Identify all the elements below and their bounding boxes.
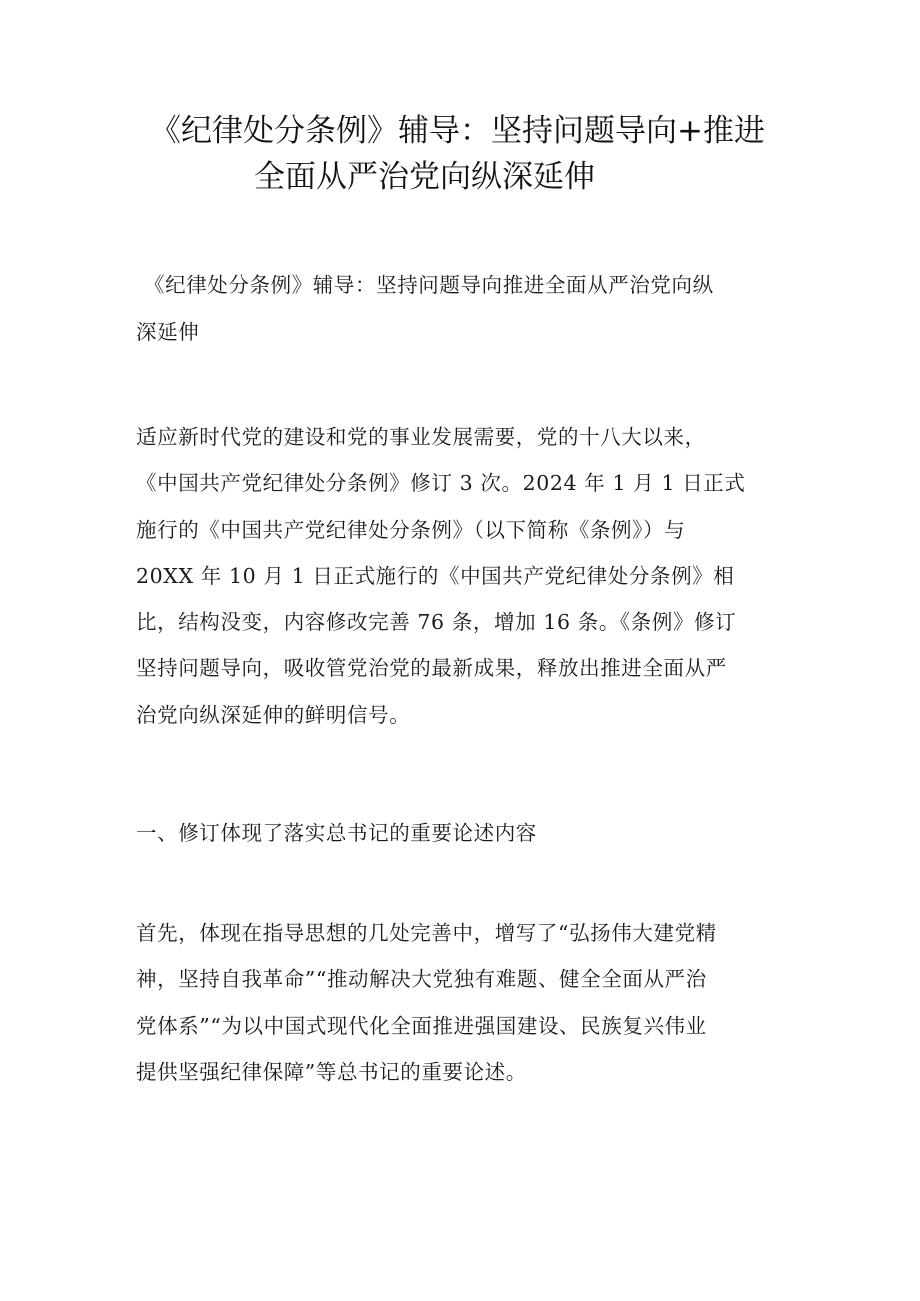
section-heading-text: 一、修订体现了落实总书记的重要论述内容	[136, 821, 537, 845]
title-line: 《纪律处分条例》辅导：坚持问题导向+推进	[150, 113, 765, 149]
subtitle-line: 《纪律处分条例》辅导：坚持问题导向推进全面从严治党向纵	[144, 273, 714, 297]
paragraph-first-point	[136, 910, 806, 1095]
paragraph-line: 施行的《中国共产党纪律处分条例》（以下简称《条例》）与	[136, 517, 686, 542]
paragraph-line: 提供坚强纪律保障”等总书记的重要论述。	[136, 1059, 527, 1084]
paragraph-line: 适应新时代党的建设和党的事业发展需要，党的十八大以来，	[136, 425, 706, 449]
section-heading	[136, 810, 806, 856]
paragraph-line: 神，坚持自我革命”“推动解决大党独有难题、健全全面从严治	[136, 967, 707, 992]
paragraph-line: 坚持问题导向，吸收管党治党的最新成果，释放出推进全面从严	[136, 656, 727, 681]
document-subtitle	[136, 262, 796, 356]
subtitle-line: 深延伸	[136, 320, 200, 344]
paragraph-line: 治党向纵深延伸的鲜明信号。	[136, 702, 411, 727]
paragraph-line: 《中国共产党纪律处分条例》修订 3 次。2024 年 1 月 1 日正式	[136, 471, 746, 496]
paragraph-intro	[136, 414, 806, 738]
paragraph-line: 比，结构没变，内容修改完善 76 条，增加 16 条。《条例》修订	[136, 610, 737, 635]
document-title	[150, 108, 810, 200]
paragraph-line: 20XX 年 10 月 1 日正式施行的《中国共产党纪律处分条例》相	[136, 563, 735, 588]
paragraph-line: 党体系”“为以中国式现代化全面推进强国建设、民族复兴伟业	[136, 1013, 707, 1038]
paragraph-line: 首先，体现在指导思想的几处完善中，增写了“弘扬伟大建党精	[136, 921, 717, 945]
title-line: 全面从严治党向纵深延伸	[254, 159, 595, 195]
